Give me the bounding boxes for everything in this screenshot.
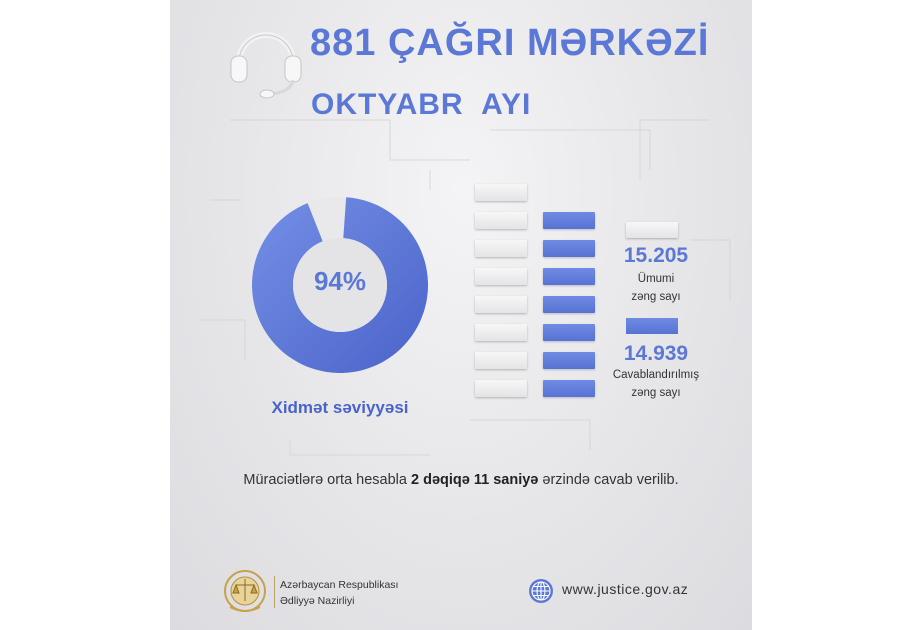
decorative-bar-gray (475, 296, 527, 313)
decorative-bar-blue (543, 240, 595, 257)
decorative-bar-gray (475, 324, 527, 341)
note-suffix: ərzində cavab verilib. (538, 472, 679, 488)
decorative-bar-gray (475, 184, 527, 201)
decorative-bar-gray (475, 240, 527, 257)
service-percent: 94% (313, 266, 367, 296)
headset-icon (225, 18, 307, 100)
total-calls-label-line1: Ümumi (637, 273, 675, 285)
total-calls-number: 15.205 (623, 244, 689, 267)
page-title: 881 ÇAĞRI MƏRKƏZİ (310, 22, 710, 64)
decorative-bar-gray (475, 380, 527, 397)
page-subtitle: OKTYABR AYI (311, 88, 532, 121)
answered-calls-number: 14.939 (623, 342, 689, 365)
ministry-name (280, 577, 398, 609)
infographic-card (170, 0, 752, 630)
decorative-bar-blue (543, 296, 595, 313)
decorative-bar-blue (543, 380, 595, 397)
service-level-label: Xidmət səviyyəsi (271, 398, 409, 417)
note-highlight: 2 dəqiqə 11 saniyə (411, 472, 539, 488)
decorative-bar-gray (475, 212, 527, 229)
decorative-bar-blue (543, 352, 595, 369)
total-calls-label-line2: zəng sayı (631, 291, 681, 303)
ministry-name-line1: Azərbaycan Respublikası (280, 579, 399, 591)
decorative-bar-gray (475, 352, 527, 369)
note-prefix: Müraciətlərə orta hesabla (243, 472, 412, 488)
answered-calls-label-line1: Cavablandırılmış (612, 369, 700, 381)
website-link[interactable]: www.justice.gov.az (562, 581, 689, 597)
legend-swatch-answered (626, 318, 678, 334)
decorative-bar-blue (543, 268, 595, 285)
decorative-bar-blue (543, 324, 595, 341)
decorative-bar-gray (475, 268, 527, 285)
footer-divider (274, 576, 275, 608)
globe-icon (528, 578, 554, 604)
emblem-icon (222, 567, 268, 617)
decorative-bar-blue (543, 212, 595, 229)
ministry-name-line2: Ədliyyə Nazirliyi (280, 595, 355, 607)
answered-calls-label-line2: zəng sayı (631, 387, 681, 399)
average-response-note (170, 472, 752, 488)
legend-swatch-total (626, 222, 678, 238)
